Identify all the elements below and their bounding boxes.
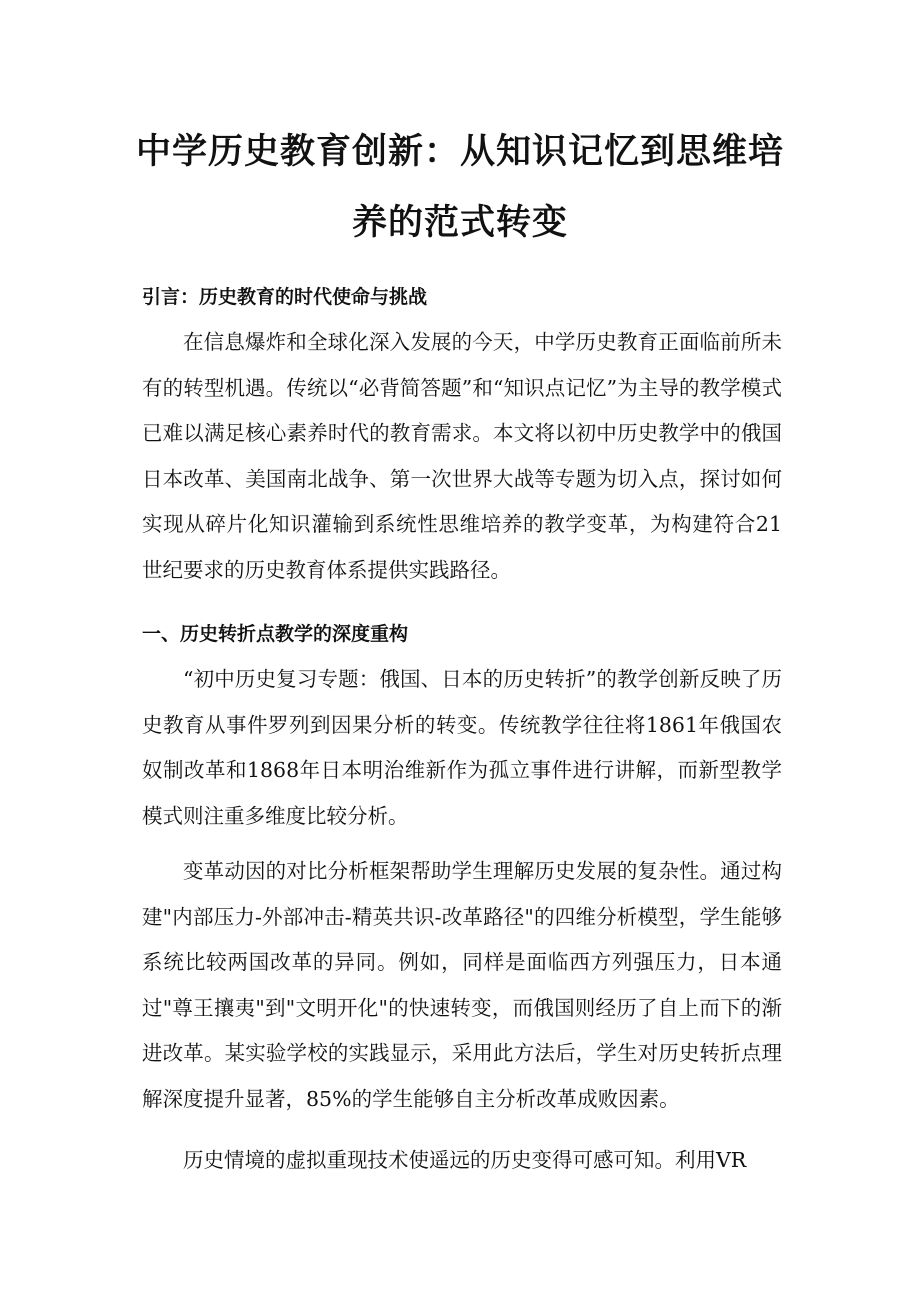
document-title-line-2: 养的范式转变 (351, 203, 568, 243)
section-heading-turning-points: 一、历史转折点教学的深度重构 (142, 623, 409, 645)
section-heading-introduction: 引言：历史教育的时代使命与挑战 (142, 286, 428, 308)
paragraph-introduction: 在信息爆炸和全球化深入发展的今天，中学历史教育正面临前所未有的转型机遇。传统以“必背简答题”和“知识点记忆”为主导的教学模式已难以满足核心素养时代的教育需求。本文将以初中历史教学中的俄国日本改革、美国南北战争、第一次世界大战等专题为切入点，探讨如何实现从碎片化知识灌输到系统性思维培养的教学变革，为构建符合21世纪要求的历史教育体系提供实践路径。 (142, 330, 782, 582)
paragraph-turning-points-3: 历史情境的虚拟重现技术使遥远的历史变得可感可知。利用VR (183, 1148, 747, 1172)
document-title-line-1: 中学历史教育创新：从知识记忆到思维培 (135, 132, 784, 172)
paragraph-turning-points-1: “初中历史复习专题：俄国、日本的历史转折”的教学创新反映了历史教育从事件罗列到因果分析的转变。传统教学往往将1861年俄国农奴制改革和1868年日本明治维新作为孤立事件进行讲解，而新型教学模式则注重多维度比较分析。 (142, 667, 782, 828)
paragraph-turning-points-2: 变革动因的对比分析框架帮助学生理解历史发展的复杂性。通过构建"内部压力-外部冲击-精英共识-改革路径"的四维分析模型，学生能够系统比较两国改革的异同。例如，同样是面临西方列强压力，日本通过"尊王攘夷"到"文明开化"的快速转变，而俄国则经历了自上而下的渐进改革。某实验学校的实践显示，采用此方法后，学生对历史转折点理解深度提升显著，85%的学生能够自主分析改革成败因素。 (142, 859, 782, 1111)
